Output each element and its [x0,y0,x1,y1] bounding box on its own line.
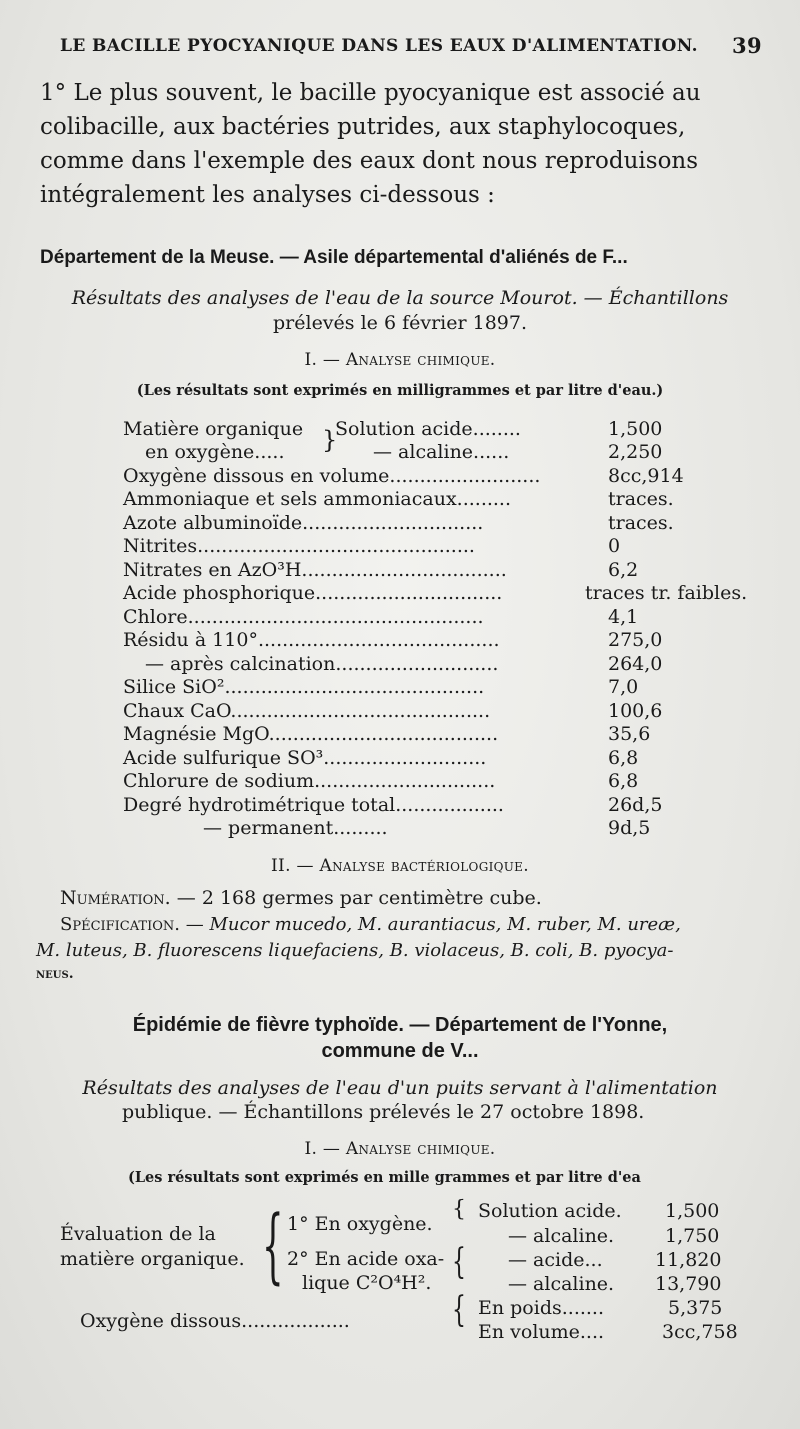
row-value: traces. [608,488,674,510]
brace-symbol: } [322,426,338,454]
sub1-label: 1° En oxygène. [287,1213,433,1235]
table-row [123,441,703,463]
row-label: En volume.... [478,1321,605,1343]
row-label: — alcaline. [508,1225,615,1247]
section1-caption-line2: prélevés le 6 février 1897. [273,312,527,334]
numeration-label: Numération. [60,887,171,909]
specification-line-1 [60,914,681,935]
row-value: 0 [608,535,621,557]
row-label: Acide phosphorique............................... [123,582,503,604]
row-value: 6,8 [608,747,639,769]
row-value: 7,0 [608,676,639,698]
section2-caption-line2: publique. — Échantillons prélevés le 27 octobre 1898. [122,1101,645,1123]
table-row [123,794,703,816]
table-row [123,747,703,769]
row-value: 275,0 [608,629,663,651]
row-value: 2,250 [608,441,663,463]
table-row [123,488,703,510]
table-row [123,817,703,839]
section1-caption-line1: Résultats des analyses de l'eau de la source Mourot. — Échantillons [71,287,729,309]
row-value: 1,500 [665,1200,720,1222]
row-value: traces tr. faibles. [585,582,748,604]
row-subcategory: Solution acide........ [335,418,521,440]
section1-chem-heading: I. — Analyse chimique. [304,350,496,370]
table-row [123,582,748,604]
row-label: Solution acide. [478,1200,622,1222]
row-value: 3cc,758 [662,1321,738,1343]
row-value: 11,820 [655,1249,722,1271]
row-value: 9d,5 [608,817,651,839]
row-label: Ammoniaque et sels ammoniacaux......... [123,488,512,510]
running-header [60,33,772,58]
section2-chem-note: (Les résultats sont exprimés en mille grammes et par litre d'ea [128,1169,641,1186]
table-row [123,770,703,792]
row-label: Nitrates en AzO³H.................................. [123,559,507,581]
row-label: — alcaline. [508,1273,615,1295]
row-subcategory: — alcaline...... [373,441,510,463]
row-label: Magnésie MgO...................................... [123,723,499,745]
row-value: 1,500 [608,418,663,440]
row-label: Silice SiO²........................................... [123,676,485,698]
row-value: 6,8 [608,770,639,792]
intro-line-1: 1° Le plus souvent, le bacille pyocyanique est associé au [40,80,701,106]
eval-label-line2: matière organique. [60,1248,245,1270]
table-row [123,723,703,745]
row-label: Chlorure de sodium.............................. [123,770,496,792]
row-label: Oxygène dissous en volume......................... [123,465,541,487]
page-number: 39 [731,33,762,58]
row-label: Degré hydrotimétrique total.................. [123,794,504,816]
eval-label-line1: Évaluation de la [60,1223,216,1245]
brace-symbol: { [262,1198,284,1295]
table-row [123,418,703,440]
section2-title-line2: commune de V... [321,1040,479,1062]
oxygen-label: Oxygène dissous.................. [80,1310,350,1332]
table-row [123,606,703,628]
section2-chem-heading: I. — Analyse chimique. [304,1139,496,1159]
table-row [123,629,703,651]
table-row [123,512,703,534]
specification-text-1: — Mucor mucedo, M. aurantiacus, M. ruber, M. ureæ, [185,914,681,935]
numeration-line [60,887,542,909]
table-row [123,700,703,722]
section2-title-line1: Épidémie de fièvre typhoïde. — Département de l'Yonne, [132,1014,668,1036]
numeration-text: — 2 168 germes par centimètre cube. [176,887,542,909]
section2-caption-line1: Résultats des analyses de l'eau d'un puits servant à l'alimentation [82,1077,718,1099]
table-row [123,559,703,581]
brace-symbol: { [452,1197,466,1222]
intro-line-4: intégralement les analyses ci-dessous : [40,182,495,208]
row-value: 35,6 [608,723,651,745]
row-value: 4,1 [608,606,639,628]
section1-chem-note: (Les résultats sont exprimés en milligrammes et par litre d'eau.) [136,382,664,399]
row-value: 1,750 [665,1225,720,1247]
table-row [123,653,703,675]
table-row [123,465,703,487]
specification-label: Spécification. [60,914,180,935]
sub2-label-line1: 2° En acide oxa- [287,1248,445,1270]
row-label: — permanent......... [203,817,388,839]
row-value: 5,375 [668,1297,723,1319]
specification-line-3: neus. [36,966,74,982]
row-value: 6,2 [608,559,639,581]
row-label: — après calcination........................... [145,653,499,675]
brace-symbol: { [452,1290,466,1331]
row-label: en oxygène..... [145,441,285,463]
intro-line-3: comme dans l'exemple des eaux dont nous reproduisons [40,148,699,174]
table-row [123,535,703,557]
row-value: 264,0 [608,653,663,675]
table-row [123,676,703,698]
row-label: Résidu à 110°........................................ [123,629,500,651]
intro-line-2: colibacille, aux bactéries putrides, aux staphylocoques, [40,114,686,140]
header-title: LE BACILLE PYOCYANIQUE DANS LES EAUX D'ALIMENTATION. [60,36,698,56]
row-value: 13,790 [655,1273,722,1295]
row-label: Nitrites.............................................. [123,535,475,557]
section1-title: Département de la Meuse. — Asile départemental d'aliénés de F... [40,247,628,268]
row-label: Chlore................................................. [123,606,484,628]
row-label: Matière organique [123,418,304,440]
sub2-label-line2: lique C²O⁴H². [302,1272,432,1294]
row-value: 26d,5 [608,794,663,816]
row-value: 8cc,914 [608,465,684,487]
row-label: Acide sulfurique SO³........................... [123,747,487,769]
row-label: En poids....... [478,1297,605,1319]
row-label: Azote albuminoïde.............................. [123,512,484,534]
row-value: traces. [608,512,674,534]
specification-line-2: M. luteus, B. fluorescens liquefaciens, B. violaceus, B. coli, B. pyocya- [36,940,674,961]
row-value: 100,6 [608,700,663,722]
brace-symbol: { [452,1242,466,1283]
row-label: — acide... [508,1249,603,1271]
row-label: Chaux CaO........................................... [123,700,491,722]
section1-bact-heading: II. — Analyse bactériologique. [271,856,529,876]
